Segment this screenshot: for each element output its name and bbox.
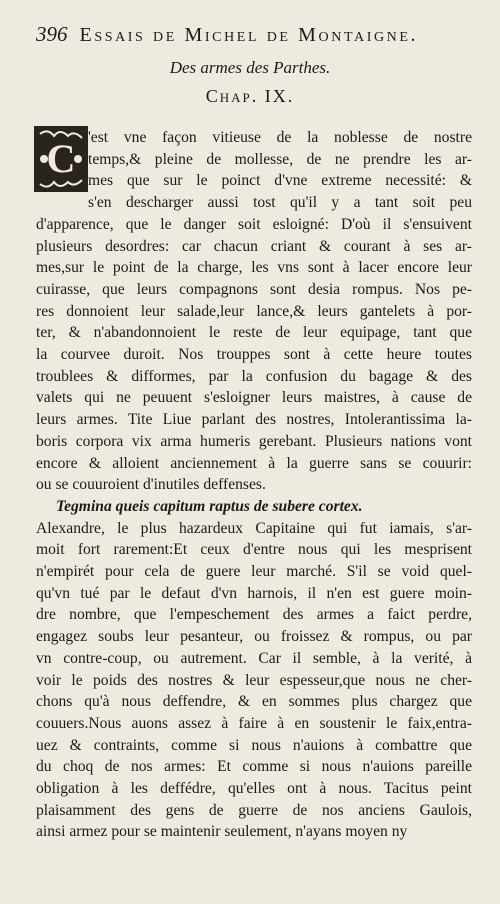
text-line: 'est vne façon vitieuse de la noblesse de nostre [88, 129, 472, 146]
text-line: obligation à les deffédre, qu'elles ont à nous. Tacitus peint [36, 780, 472, 797]
text-line: mes que sur le poinct d'vne extreme necessité: & [88, 172, 472, 190]
text-line: engagez soubs leur pesanteur, ou froissez & rompus, ou par [36, 628, 472, 646]
text-line: n'empirét pour cela de guere leur marché. S'il se void quel- [36, 563, 472, 580]
text-line: encore & alloient anciennement à la guerre sans se couurir: [36, 454, 472, 472]
text-line: couuers.Nous auons assez à faire à en soustenir le faix,entra- [36, 714, 472, 732]
text-line: ainsi armez pour se maintenir seulement, n'ayans moyen ny [36, 823, 408, 841]
text-line: plusieurs desordres: car chacun criant & courant à ses ar- [36, 237, 472, 255]
text-line: s'en descharger aussi tost qu'il y a tant soit peu [88, 194, 472, 212]
text-line: Alexandre, le plus hazardeux Capitaine qui fut iamais, s'ar- [36, 519, 472, 537]
text-line: boris corpora vix arma humeris gerebant. Plusieurs nations vont [36, 432, 472, 450]
text-line: uez & contraints, comme si nous n'auions à combattre que [36, 736, 472, 754]
text-line: cuirasse, que leurs compagnons sont desia rompus. Nos pe- [36, 280, 472, 298]
section-title: Des armes des Parthes. [169, 58, 331, 77]
text-line: chons qu'à nous deffendre, & en sommes plus chargez que [36, 693, 472, 711]
chapter-heading: Chap. IX. [205, 86, 295, 106]
running-head [36, 22, 476, 50]
text-line: vn contre-coup, ou autrement. Car il semble, à la verité, à [36, 649, 472, 667]
text-line: leurs armes. Tite Liue parlant des nostres, Intolerantissima la- [36, 411, 472, 429]
text-line: plaisamment des gens de guerre de nos anciens Gaulois, [36, 801, 472, 819]
text-line: qu'vn tué par le defaut d'vn harnois, il n'en est guere moin- [36, 584, 472, 602]
text-line: valets qui ne peuuent s'esloigner leurs maistres, à cause de [36, 389, 472, 407]
page-number: 396 [36, 22, 68, 46]
text-line: mes,sur le point de la charge, les vns sont à lacer encore leur [36, 259, 472, 277]
text-line: d'apparence, que le danger soit esloigné: D'où il s'ensuivent [36, 215, 472, 233]
running-title: Essais de Michel de Montaigne. [79, 24, 419, 46]
text-line: la courvee duroit. Nos trouppes sont à cette heure toutes [36, 346, 472, 363]
text-line: ou se couuroient d'inutiles deffenses. [36, 476, 266, 494]
text-line: du choq de nos armes: Et comme si nous n'auions pareille [36, 758, 472, 776]
text-line: ter, & n'abandonnoient le reste de leur equipage, tant que [36, 324, 472, 342]
verse-quote-line: Tegmina queis capitum raptus de subere cortex. [56, 497, 363, 515]
text-line: res donnoient leur salade,leur lance,& leurs gantelets à por- [36, 302, 472, 320]
text-line: temps,& pleine de mollesse, de ne prendre les ar- [88, 150, 472, 168]
text-line: moit fort rarement:Et ceux d'entre nous qui les mesprisent [36, 541, 472, 559]
text-line: dre nombre, que l'empeschement des armes a faict perdre, [36, 606, 472, 624]
text-line: voir le poids des nostres & leur espesseur,que nous ne cher- [36, 671, 472, 689]
drop-cap-letter: C [46, 136, 76, 181]
text-line: troublees & difformes, par la confusion du bagage & des [36, 367, 472, 385]
body-text [0, 124, 500, 904]
